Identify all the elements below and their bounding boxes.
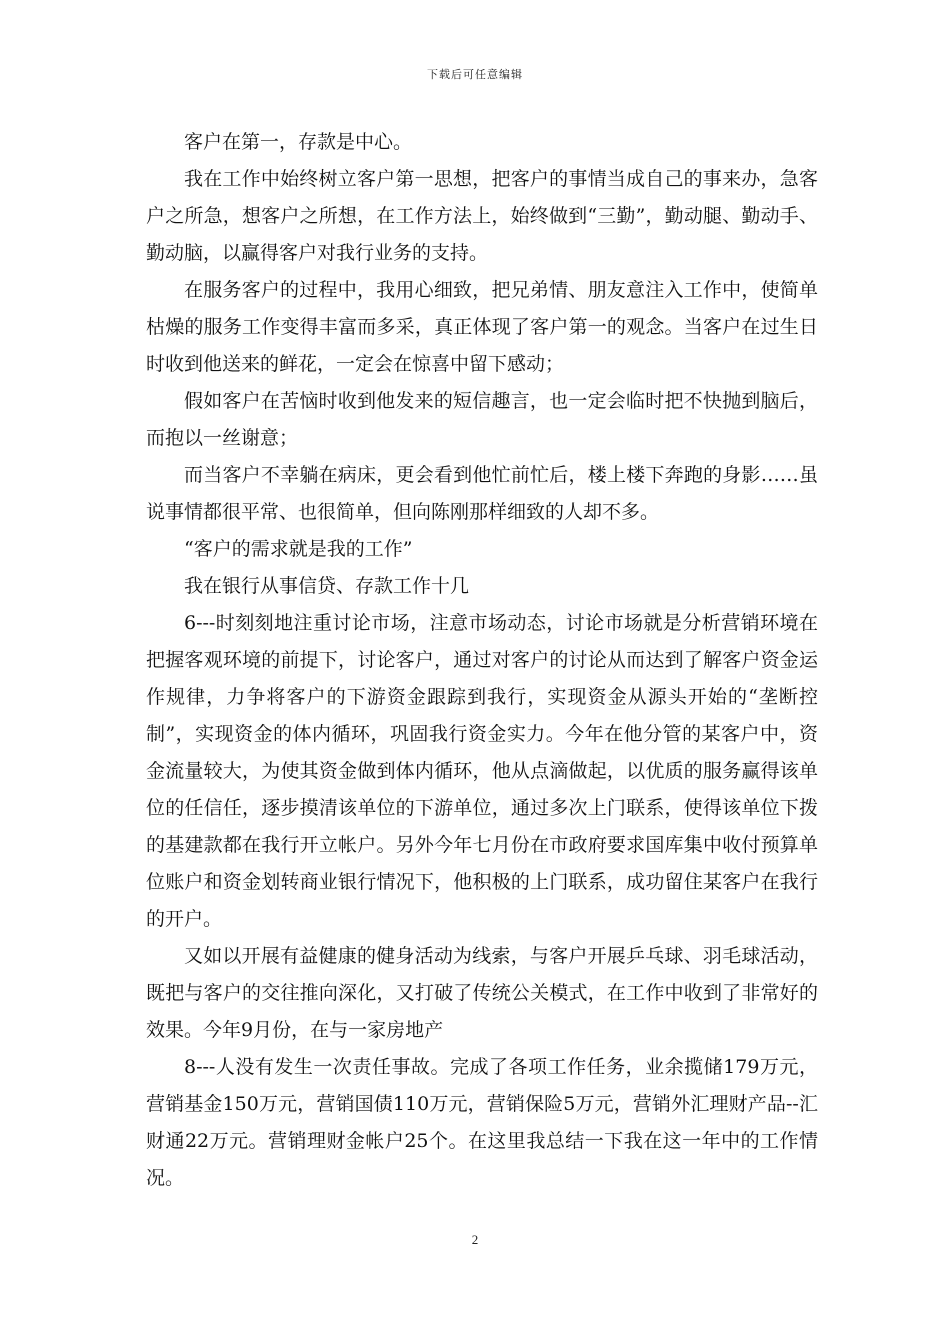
paragraph: 在服务客户的过程中，我用心细致，把兄弟情、朋友意注入工作中，使简单枯燥的服务工作变得丰富而多采，真正体现了客户第一的观念。当客户在过生日时收到他送来的鲜花，一定会在惊喜中留下感动；	[146, 279, 818, 375]
page-number: 2	[471, 1232, 479, 1247]
page-header: 下载后可任意编辑	[427, 68, 523, 81]
paragraph: 我在银行从事信贷、存款工作十几	[184, 575, 470, 597]
paragraph: 我在工作中始终树立客户第一思想，把客户的事情当成自己的事来办，急客户之所急，想客户之所想，在工作方法上，始终做到“三勤”，勤动腿、勤动手、勤动脑，以赢得客户对我行业务的支持。	[146, 168, 818, 264]
paragraph: 又如以开展有益健康的健身活动为线索，与客户开展乒乓球、羽毛球活动，既把与客户的交往推向深化，又打破了传统公关模式，在工作中收到了非常好的效果。今年9月份，在与一家房地产	[146, 945, 818, 1041]
document-body	[146, 124, 818, 1197]
paragraph: 假如客户在苦恼时收到他发来的短信趣言，也一定会临时把不快抛到脑后，而抱以一丝谢意；	[146, 390, 818, 449]
paragraph: 客户在第一，存款是中心。	[184, 131, 413, 153]
paragraph: 6---时刻刻地注重讨论市场，注意市场动态，讨论市场就是分析营销环境在把握客观环境的前提下，讨论客户，通过对客户的讨论从而达到了解客户资金运作规律，力争将客户的下游资金跟踪到我行，实现资金从源头开始的“垄断控制”，实现资金的体内循环，巩固我行资金实力。今年在他分管的某客户中，资金流量较大，为使其资金做到体内循环，他从点滴做起，以优质的服务赢得该单位的任信任，逐步摸清该单位的下游单位，通过多次上门联系，使得该单位下拨的基建款都在我行开立帐户。另外今年七月份在市政府要求国库集中收付预算单位账户和资金划转商业银行情况下，他积极的上门联系，成功留住某客户在我行的开户。	[146, 612, 818, 930]
paragraph: 8---人没有发生一次责任事故。完成了各项工作任务，业余揽储179万元，营销基金150万元，营销国债110万元，营销保险5万元，营销外汇理财产品--汇财通22万元。营销理财金帐户25个。在这里我总结一下我在这一年中的工作情况。	[146, 1056, 818, 1189]
paragraph: 而当客户不幸躺在病床，更会看到他忙前忙后，楼上楼下奔跑的身影……虽说事情都很平常、也很简单，但向陈刚那样细致的人却不多。	[146, 464, 818, 523]
paragraph: “客户的需求就是我的工作”	[184, 538, 413, 560]
